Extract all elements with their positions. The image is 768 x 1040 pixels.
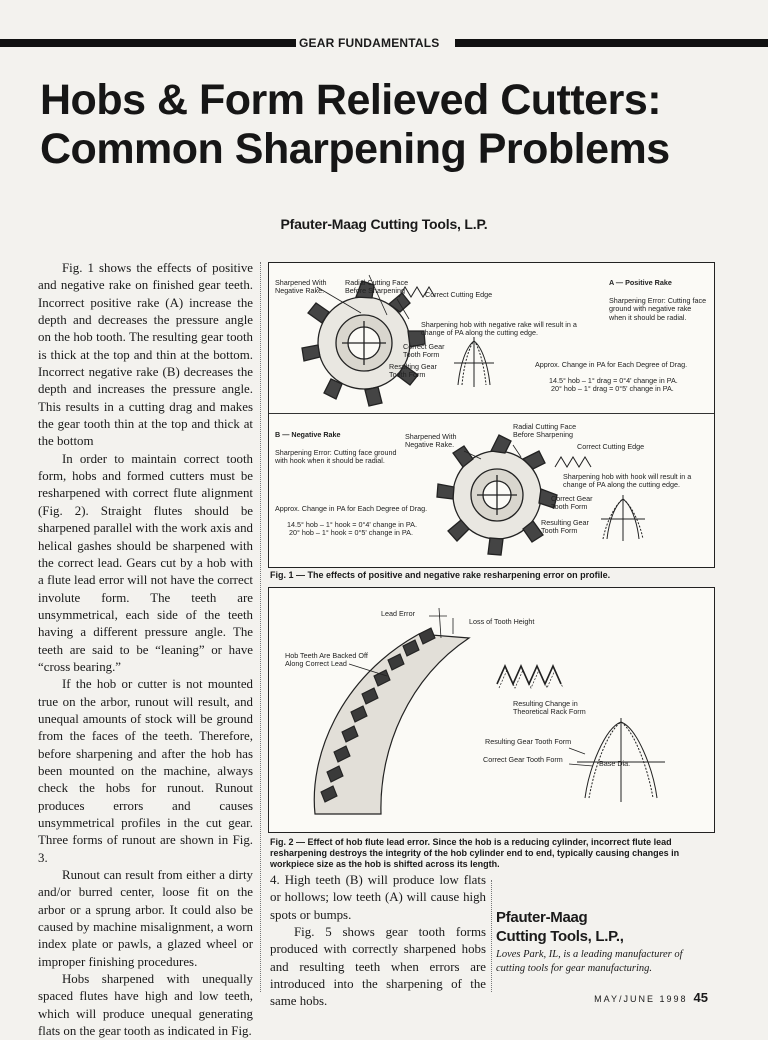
label-a-approx: Approx. Change in PA for Each Degree of Drag. bbox=[535, 360, 688, 369]
label-a-formula-1: 14.5° hob – 1° drag = 0°4' change in PA. bbox=[549, 376, 678, 385]
sidebar-divider bbox=[491, 880, 492, 992]
figure-1 bbox=[268, 262, 715, 568]
label-b-error: Sharpening Error: Cutting face ground with hook when it should be radial. bbox=[275, 448, 397, 466]
label-a-sharpened: Sharpened With Negative Rake. bbox=[275, 278, 327, 296]
author-sidebar bbox=[496, 908, 696, 976]
label-a-formula-2: 20° hob – 1° drag = 0°5' change in PA. bbox=[551, 384, 674, 393]
label-a-correct-gear: Correct Gear Tooth Form bbox=[403, 342, 445, 360]
label-b-result-note: Sharpening hob with hook will result in a change of PA along the cutting edge. bbox=[563, 472, 692, 490]
label-b-radial-face: Radial Cutting Face Before Sharpening bbox=[513, 422, 577, 440]
label-b-formula-1: 14.5° hob – 1° hook = 0°4' change in PA. bbox=[287, 520, 417, 529]
label-backed-off: Hob Teeth Are Backed Off Along Correct Lead bbox=[285, 651, 368, 669]
paragraph: Hobs sharpened with unequally spaced flutes have high and low teeth, which will produce unequal generating flats on the gear tooth as indicated in Fig. bbox=[38, 972, 253, 1039]
section-banner bbox=[0, 36, 768, 50]
paragraph: Fig. 5 shows gear tooth forms produced with correctly sharpened hobs and resulting teeth when errors are introduced into the sharpening of the same hobs. bbox=[270, 925, 486, 1009]
sidebar-name-line-2: Cutting Tools, L.P., bbox=[496, 928, 624, 945]
paragraph: In order to maintain correct tooth form, hobs and formed cutters must be resharpened with correct flute alignment (Fig. 2). Straight flutes should be sharpened parallel with the work axis and helical gashes should be sharpened with the correct lead. Gears cut by a hob with a flute lead error will not have the correct involute form. The teeth are unsymmetrical, each side of the teeth having a different pressure angle. The teeth are said to be “leaning” or have “cross bearing.” bbox=[38, 451, 253, 674]
issue-date: MAY/JUNE 1998 bbox=[594, 994, 688, 1004]
label-a-error: Sharpening Error: Cutting face ground with negative rake when it should be radial. bbox=[609, 296, 707, 322]
sidebar-description: Loves Park, IL, is a leading manufacturer of cutting tools for gear manufacturing. bbox=[496, 949, 683, 974]
page-number: 45 bbox=[693, 990, 708, 1005]
label-correct-gear: Correct Gear Tooth Form bbox=[483, 755, 563, 764]
page-footer bbox=[594, 990, 708, 1005]
figure-2-caption: Fig. 2 — Effect of hob flute lead error. Since the hob is a reducing cylinder, incorrect flute lead resharpening destroys the integrity of the hob cylinder end to end, typically causing changes in workpiece size as the hob is shifted across its length. bbox=[270, 837, 680, 869]
label-b-correct-gear: Correct Gear Tooth Form bbox=[551, 494, 593, 512]
label-b-resulting-gear: Resulting Gear Tooth Form bbox=[541, 518, 589, 536]
label-b-title: B — Negative Rake bbox=[275, 430, 341, 439]
label-lead-error: Lead Error bbox=[381, 609, 415, 618]
label-a-result-note: Sharpening hob with negative rake will result in a change of PA along the cutting edge. bbox=[421, 320, 577, 338]
byline: Pfauter-Maag Cutting Tools, L.P. bbox=[280, 216, 488, 232]
label-resulting-gear: Resulting Gear Tooth Form bbox=[485, 737, 572, 746]
title-line-1: Hobs & Form Relieved Cutters: bbox=[40, 76, 662, 124]
paragraph: If the hob or cutter is not mounted true on the arbor, runout will result, and unequal amounts of stock will be ground from the faces of the teeth. Therefore, before sharpening and after the hob has been mounted on the machine, always check the hobs for runout. Runout produces errors and causes unsymmetrical profiles in the cut gear. Three forms of runout are shown in Fig. 3. bbox=[38, 677, 253, 865]
banner-rule-left bbox=[0, 39, 296, 47]
label-rack-change: Resulting Change in Theoretical Rack Form bbox=[513, 699, 586, 717]
figure-2 bbox=[268, 587, 715, 833]
label-a-resulting-gear: Resulting Gear Tooth Form bbox=[389, 362, 437, 380]
label-b-approx: Approx. Change in PA for Each Degree of Drag. bbox=[275, 504, 428, 513]
label-b-sharpened: Sharpened With Negative Rake. bbox=[405, 432, 457, 450]
label-loss-height: Loss of Tooth Height bbox=[469, 617, 535, 626]
column-divider bbox=[260, 262, 261, 992]
figure-1-caption: Fig. 1 — The effects of positive and negative rake resharpening error on profile. bbox=[270, 570, 611, 580]
figure-1-divider bbox=[269, 413, 714, 414]
sidebar-name-line-1: Pfauter-Maag bbox=[496, 909, 588, 926]
label-a-correct-edge: Correct Cutting Edge bbox=[425, 290, 493, 299]
title-line-2: Common Sharpening Problems bbox=[40, 125, 670, 173]
label-a-radial-face: Radial Cutting Face Before Sharpening bbox=[345, 278, 409, 296]
label-a-title: A — Positive Rake bbox=[609, 278, 672, 287]
paragraph: 4. High teeth (B) will produce low flats or hollows; low teeth (A) will cause high spots or bumps. bbox=[270, 873, 486, 922]
body-column-1 bbox=[38, 260, 253, 1040]
label-base-dia: Base Dia. bbox=[599, 759, 631, 768]
section-label: GEAR FUNDAMENTALS bbox=[299, 36, 440, 50]
banner-rule-right bbox=[455, 39, 768, 47]
label-b-correct-edge: Correct Cutting Edge bbox=[577, 442, 645, 451]
article-title bbox=[40, 76, 740, 174]
paragraph: Runout can result from either a dirty and/or burred center, loose fit on the arbor or a sprung arbor. It could also be caused by machine misalignment, a worn index plate or pawls, a glazed wheel or improper finishing procedures. bbox=[38, 868, 253, 969]
paragraph: Fig. 1 shows the effects of positive and negative rake on finished gear teeth. Incorrect positive rake (A) increase the depth and decreases the pressure angle on the hob tooth. The resulting gear tooth is thick at the top and thin at the bottom. Incorrect negative rake (B) decreases the depth and increases the pressure angle. This results in a cutting drag and makes the gear tooth thin at the top and thick at the bottom bbox=[38, 261, 253, 449]
body-column-2 bbox=[270, 872, 486, 1011]
label-b-formula-2: 20° hob – 1° hook = 0°5' change in PA. bbox=[289, 528, 413, 537]
